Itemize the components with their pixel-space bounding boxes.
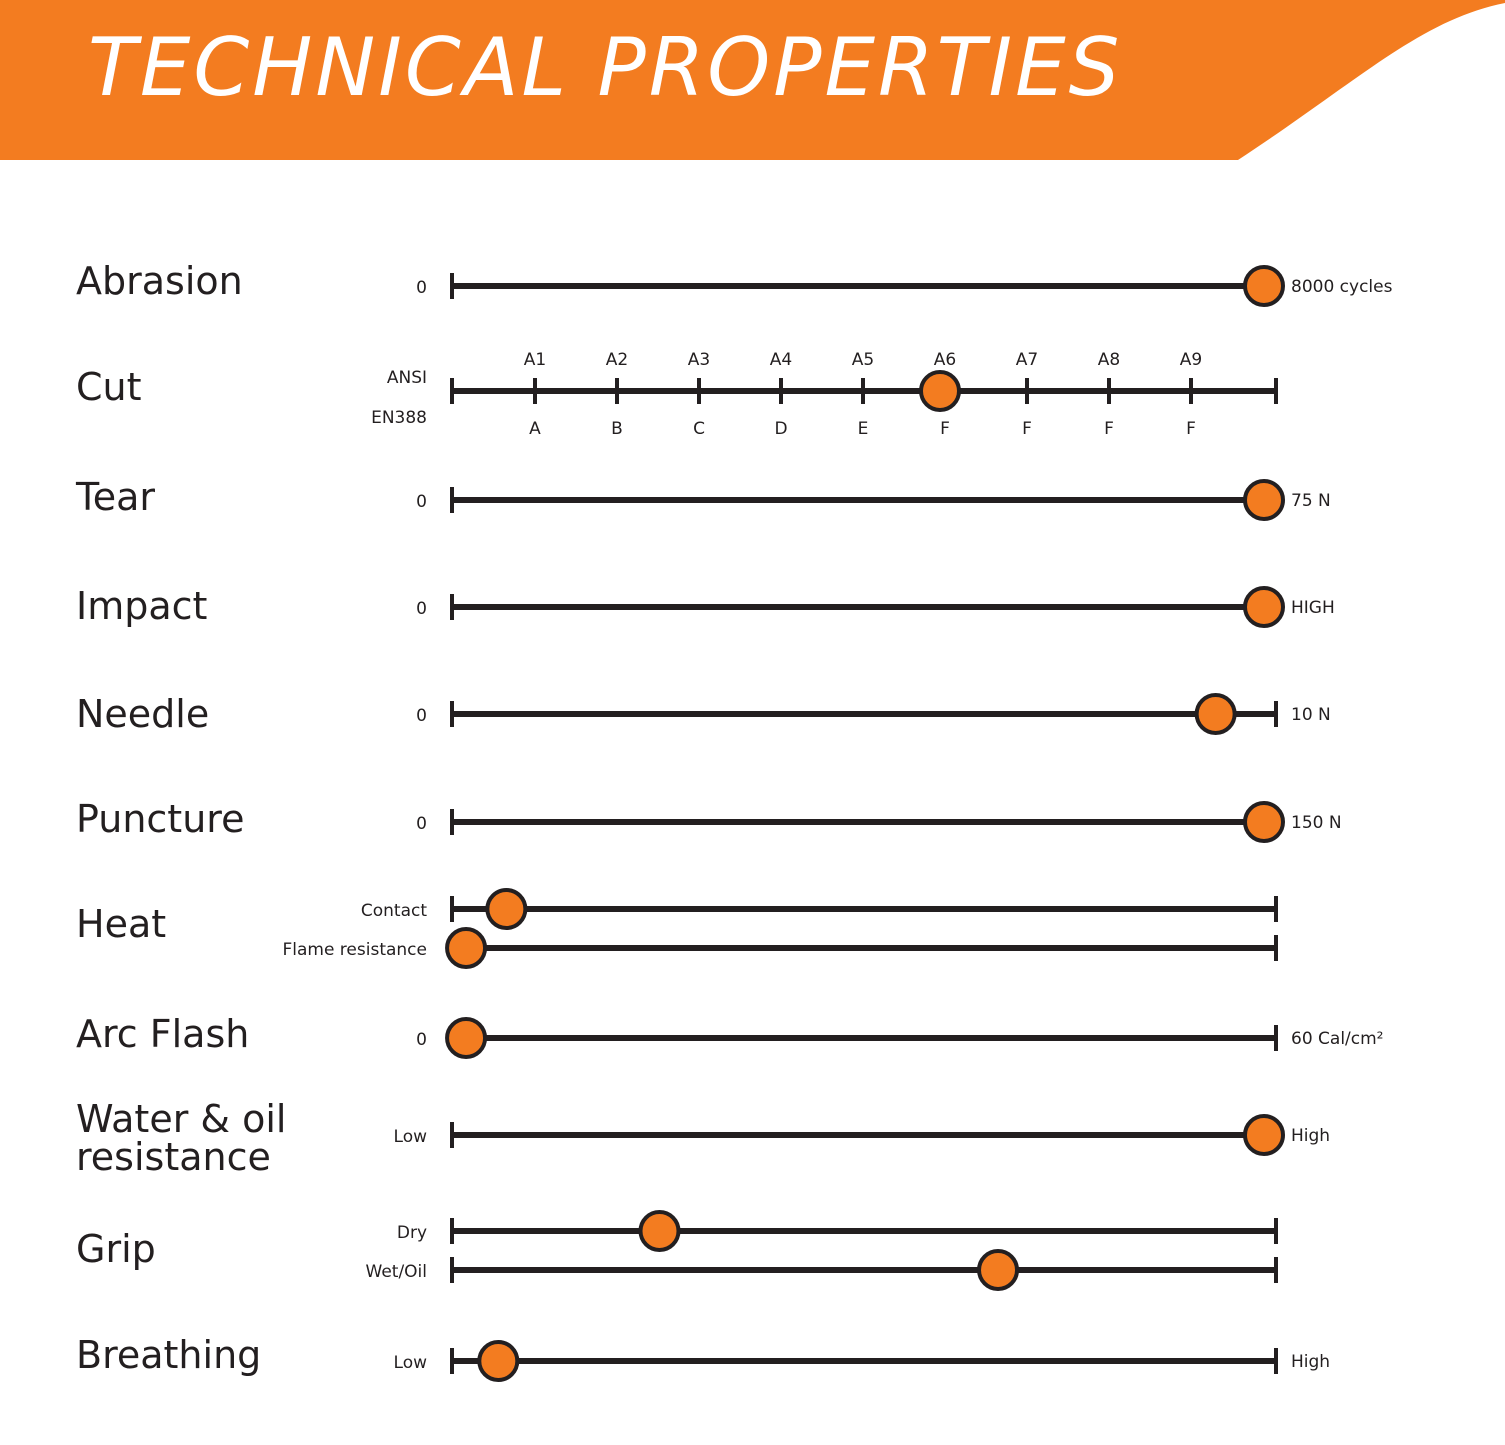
scale-min-label: 0 (416, 492, 427, 512)
tick-label-bottom: A (529, 419, 541, 439)
property-label-puncture: Puncture (76, 797, 245, 841)
property-label-cut: Cut (76, 365, 142, 409)
scale-max-label: HIGH (1291, 598, 1335, 618)
scale-max-label: 75 N (1291, 491, 1331, 511)
scale-max-label: 60 Cal/cm² (1291, 1029, 1384, 1049)
scale-min-label: Flame resistance (282, 940, 427, 960)
rating-marker-abrasion (1245, 267, 1283, 305)
tick-label-top: A5 (851, 350, 875, 370)
rating-marker-grip (979, 1251, 1017, 1289)
rating-marker-puncture (1245, 803, 1283, 841)
scale-min-label: Wet/Oil (365, 1262, 427, 1282)
scale-min-label: 0 (416, 1030, 427, 1050)
tick-label-top: A3 (687, 350, 711, 370)
scale-min-label: 0 (416, 814, 427, 834)
tick-label-bottom: B (611, 419, 623, 439)
tick-label-top: A4 (769, 350, 793, 370)
scale-max-label: 10 N (1291, 705, 1331, 725)
scale-row-label-top: ANSI (386, 368, 427, 388)
tick-label-bottom: E (857, 419, 869, 439)
property-label-arc-flash: Arc Flash (76, 1012, 250, 1056)
rating-marker-grip (641, 1212, 679, 1250)
property-label-heat: Heat (76, 902, 167, 946)
property-label-needle: Needle (76, 692, 210, 736)
page-title: TECHNICAL PROPERTIES (88, 21, 1123, 114)
tick-label-bottom: F (1104, 419, 1114, 439)
rating-marker-needle (1197, 695, 1235, 733)
tick-label-top: A8 (1097, 350, 1121, 370)
tick-label-bottom: F (1022, 419, 1032, 439)
scale-min-label: Contact (360, 901, 427, 921)
scale-min-label: Dry (396, 1223, 427, 1243)
property-label-abrasion: Abrasion (76, 259, 243, 303)
tick-label-bottom: F (940, 419, 950, 439)
rating-marker-water-and-oil-resistance (1245, 1116, 1283, 1154)
tick-label-top: A7 (1015, 350, 1039, 370)
tick-label-bottom: D (774, 419, 788, 439)
property-label-line: Water & oil (76, 1097, 287, 1141)
scale-max-label: 150 N (1291, 813, 1342, 833)
property-label-breathing: Breathing (76, 1333, 262, 1377)
rating-marker-heat (487, 890, 525, 928)
scale-min-label: 0 (416, 706, 427, 726)
rating-marker-heat (447, 929, 485, 967)
tick-label-top: A2 (605, 350, 629, 370)
scale-min-label: Low (393, 1127, 427, 1147)
scale-row-label-bottom: EN388 (371, 408, 427, 428)
property-label-tear: Tear (76, 475, 156, 519)
tick-label-bottom: C (693, 419, 705, 439)
scale-max-label: High (1291, 1352, 1331, 1372)
rating-marker-tear (1245, 481, 1283, 519)
rating-marker-impact (1245, 588, 1283, 626)
property-label-water-and-oil-resistance (76, 1097, 287, 1179)
tick-label-top: A9 (1179, 350, 1203, 370)
tick-label-top: A6 (933, 350, 957, 370)
scale-min-label: 0 (416, 599, 427, 619)
scale-max-label: 8000 cycles (1291, 277, 1393, 297)
rating-marker-arc-flash (447, 1019, 485, 1057)
rating-marker-cut (921, 372, 959, 410)
property-label-grip: Grip (76, 1227, 156, 1271)
tick-label-bottom: F (1186, 419, 1196, 439)
scale-max-label: High (1291, 1126, 1331, 1146)
tick-label-top: A1 (523, 350, 547, 370)
scale-min-label: 0 (416, 278, 427, 298)
property-label-line: resistance (76, 1135, 271, 1179)
property-label-impact: Impact (76, 584, 208, 628)
rating-marker-breathing (479, 1342, 517, 1380)
scale-min-label: Low (393, 1353, 427, 1373)
